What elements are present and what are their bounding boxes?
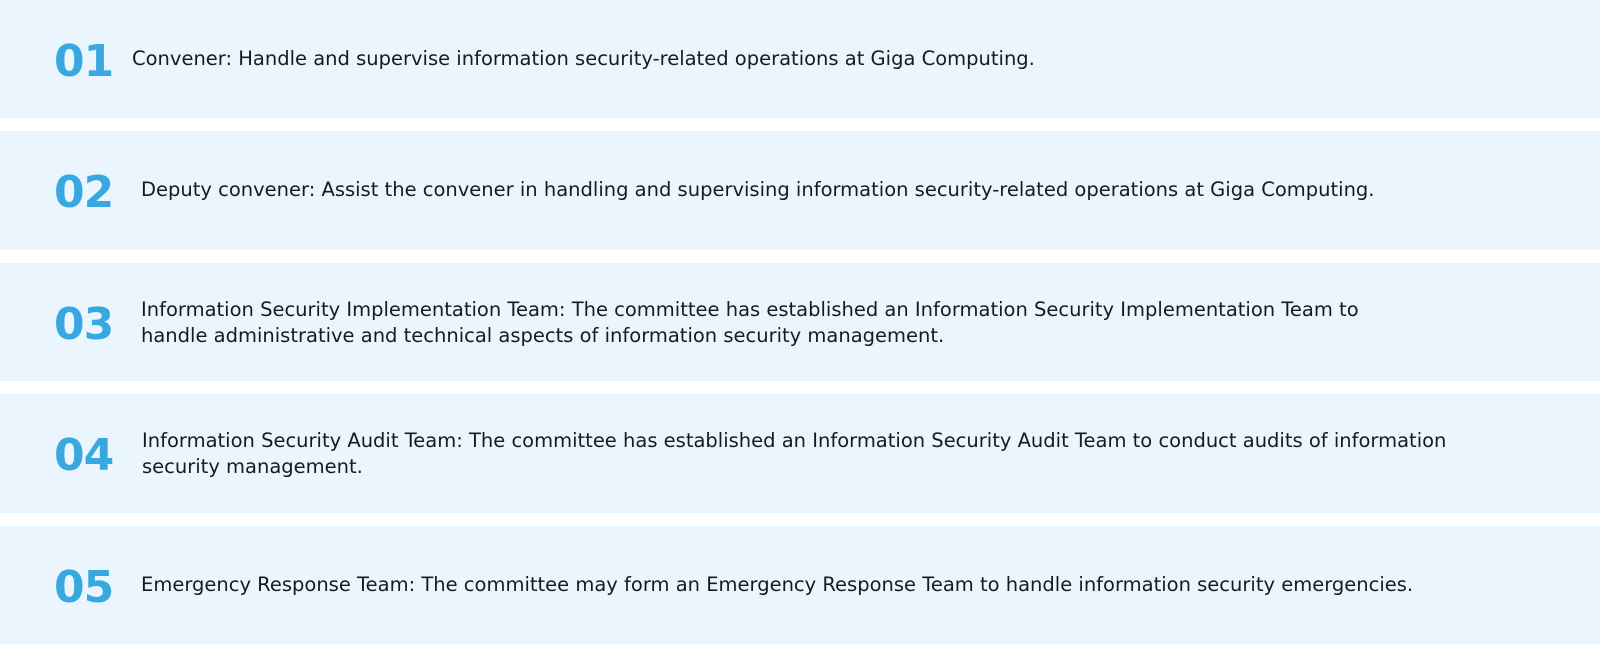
item-number: 05 [54,562,114,613]
list-item [0,0,1600,118]
item-text: Emergency Response Team: The committee may form an Emergency Response Team to handle information security emergencies. [141,573,1414,596]
item-number: 03 [54,299,114,350]
item-number: 04 [54,430,114,481]
item-text: Deputy convener: Assist the convener in handling and supervising information security-related operations at Giga Computing. [141,178,1375,201]
list-item [0,131,1600,250]
item-text: Information Security Implementation Team: The committee has established an Information Security Implementation Team to handle administrative and technical aspects of information security management. [141,298,1359,347]
item-text: Convener: Handle and supervise information security-related operations at Giga Computing. [132,47,1035,70]
item-number: 01 [54,36,114,87]
list-item [0,526,1600,644]
list-item [0,394,1600,513]
list-item [0,263,1600,381]
item-number: 02 [54,167,114,218]
item-text: Information Security Audit Team: The committee has established an Information Security Audit Team to conduct audits of information security management. [142,429,1447,478]
